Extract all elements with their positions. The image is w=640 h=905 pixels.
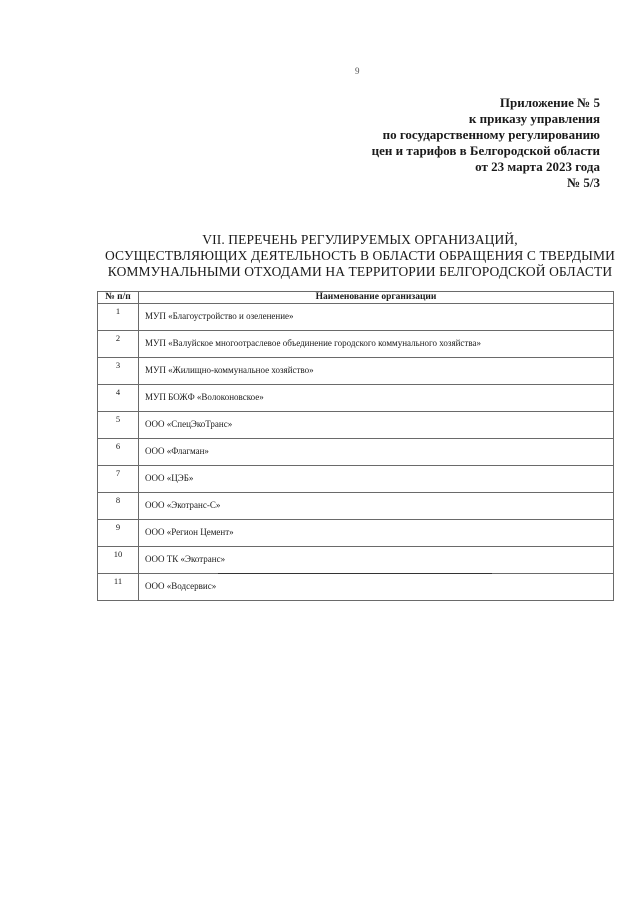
row-number: 4 <box>98 385 139 412</box>
organization-name: МУП «Валуйское многоотраслевое объединение городского коммунального хозяйства» <box>139 331 614 358</box>
organization-name: ООО «Регион Цемент» <box>139 520 614 547</box>
table-row <box>98 466 614 493</box>
table-row <box>98 439 614 466</box>
row-number: 8 <box>98 493 139 520</box>
row-number: 7 <box>98 466 139 493</box>
row-number: 1 <box>98 304 139 331</box>
appendix-line: к приказу управления <box>468 111 600 126</box>
appendix-line: № 5/3 <box>567 175 600 190</box>
title-line: VII. ПЕРЕЧЕНЬ РЕГУЛИРУЕМЫХ ОРГАНИЗАЦИЙ, <box>202 232 518 247</box>
organization-name: МУП «Благоустройство и озеленение» <box>139 304 614 331</box>
organization-name: ООО ТК «Экотранс» <box>139 547 614 574</box>
organizations-table <box>97 291 614 601</box>
organization-name: ООО «СпецЭкоТранс» <box>139 412 614 439</box>
end-divider <box>218 573 492 574</box>
appendix-line: по государственному регулированию <box>382 127 600 142</box>
table-row <box>98 331 614 358</box>
appendix-line: цен и тарифов в Белгородской области <box>371 143 600 158</box>
organization-name: ООО «ЦЭБ» <box>139 466 614 493</box>
organization-name: ООО «Экотранс-С» <box>139 493 614 520</box>
row-number: 11 <box>98 574 139 601</box>
table-row <box>98 493 614 520</box>
row-number: 10 <box>98 547 139 574</box>
row-number: 9 <box>98 520 139 547</box>
page-number: 9 <box>355 66 360 76</box>
table-row <box>98 385 614 412</box>
appendix-line: от 23 марта 2023 года <box>475 159 600 174</box>
column-header-name: Наименование организации <box>139 292 614 304</box>
document-title <box>90 232 630 280</box>
row-number: 5 <box>98 412 139 439</box>
table-row <box>98 547 614 574</box>
appendix-header <box>300 95 600 191</box>
organization-name: ООО «Водсервис» <box>139 574 614 601</box>
organization-name: ООО «Флагман» <box>139 439 614 466</box>
column-header-number: № п/п <box>98 292 139 304</box>
row-number: 3 <box>98 358 139 385</box>
organization-name: МУП «Жилищно-коммунальное хозяйство» <box>139 358 614 385</box>
table-row <box>98 574 614 601</box>
row-number: 6 <box>98 439 139 466</box>
table-row <box>98 358 614 385</box>
table-row <box>98 304 614 331</box>
row-number: 2 <box>98 331 139 358</box>
table-row <box>98 412 614 439</box>
table-row <box>98 520 614 547</box>
title-line: ОСУЩЕСТВЛЯЮЩИХ ДЕЯТЕЛЬНОСТЬ В ОБЛАСТИ ОБРАЩЕНИЯ С ТВЕРДЫМИ <box>105 248 615 263</box>
appendix-line: Приложение № 5 <box>499 95 600 110</box>
table-header-row <box>98 292 614 304</box>
title-line: КОММУНАЛЬНЫМИ ОТХОДАМИ НА ТЕРРИТОРИИ БЕЛГОРОДСКОЙ ОБЛАСТИ <box>107 264 613 279</box>
organization-name: МУП БОЖФ «Волоконовское» <box>139 385 614 412</box>
